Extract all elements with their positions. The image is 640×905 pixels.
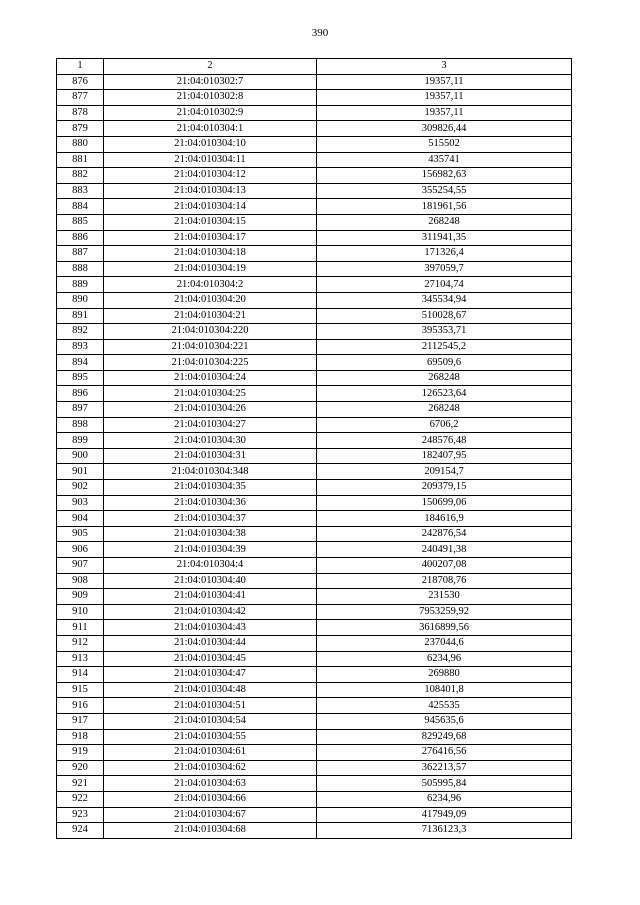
cadastral-number-cell: 21:04:010304:4 (104, 558, 317, 574)
value-cell: 7136123,3 (317, 823, 572, 839)
cadastral-number-cell: 21:04:010304:42 (104, 604, 317, 620)
table-row (57, 651, 572, 667)
row-number-cell: 891 (57, 308, 104, 324)
table-row (57, 573, 572, 589)
cadastral-number-cell: 21:04:010304:39 (104, 542, 317, 558)
row-number-cell: 880 (57, 136, 104, 152)
row-number-cell: 917 (57, 713, 104, 729)
cadastral-number-cell: 21:04:010304:30 (104, 433, 317, 449)
table-row (57, 417, 572, 433)
cadastral-number-cell: 21:04:010304:27 (104, 417, 317, 433)
value-cell: 209379,15 (317, 480, 572, 496)
cadastral-number-cell: 21:04:010304:11 (104, 152, 317, 168)
row-number-cell: 912 (57, 635, 104, 651)
table-row (57, 277, 572, 293)
cadastral-number-cell: 21:04:010304:348 (104, 464, 317, 480)
table-row (57, 105, 572, 121)
table-row (57, 74, 572, 90)
cadastral-number-cell: 21:04:010304:2 (104, 277, 317, 293)
cadastral-number-cell: 21:04:010304:31 (104, 448, 317, 464)
table-row (57, 168, 572, 184)
cadastral-number-cell: 21:04:010302:9 (104, 105, 317, 121)
cadastral-number-cell: 21:04:010304:45 (104, 651, 317, 667)
row-number-cell: 878 (57, 105, 104, 121)
value-cell: 435741 (317, 152, 572, 168)
value-cell: 218708,76 (317, 573, 572, 589)
cadastral-number-cell: 21:04:010304:55 (104, 729, 317, 745)
row-number-cell: 901 (57, 464, 104, 480)
value-cell: 515502 (317, 136, 572, 152)
value-cell: 108401,8 (317, 682, 572, 698)
value-cell: 19357,11 (317, 74, 572, 90)
value-cell: 268248 (317, 214, 572, 230)
table-row (57, 355, 572, 371)
row-number-cell: 895 (57, 370, 104, 386)
table-row (57, 823, 572, 839)
row-number-cell: 911 (57, 620, 104, 636)
table-row (57, 807, 572, 823)
cadastral-number-cell: 21:04:010304:21 (104, 308, 317, 324)
table-row (57, 667, 572, 683)
cadastral-number-cell: 21:04:010304:17 (104, 230, 317, 246)
row-number-cell: 904 (57, 511, 104, 527)
cadastral-number-cell: 21:04:010304:19 (104, 261, 317, 277)
value-cell: 269880 (317, 667, 572, 683)
row-number-cell: 915 (57, 682, 104, 698)
row-number-cell: 898 (57, 417, 104, 433)
row-number-cell: 913 (57, 651, 104, 667)
row-number-cell: 894 (57, 355, 104, 371)
value-cell: 19357,11 (317, 105, 572, 121)
value-cell: 417949,09 (317, 807, 572, 823)
row-number-cell: 887 (57, 246, 104, 262)
value-cell: 184616,9 (317, 511, 572, 527)
row-number-cell: 885 (57, 214, 104, 230)
row-number-cell: 916 (57, 698, 104, 714)
row-number-cell: 881 (57, 152, 104, 168)
value-cell: 355254,55 (317, 183, 572, 199)
table-row (57, 183, 572, 199)
row-number-cell: 900 (57, 448, 104, 464)
table-row (57, 402, 572, 418)
value-cell: 209154,7 (317, 464, 572, 480)
cadastral-number-cell: 21:04:010304:37 (104, 511, 317, 527)
row-number-cell: 921 (57, 776, 104, 792)
value-cell: 505995,84 (317, 776, 572, 792)
cadastral-number-cell: 21:04:010304:68 (104, 823, 317, 839)
table-row (57, 324, 572, 340)
row-number-cell: 919 (57, 745, 104, 761)
table-row (57, 292, 572, 308)
row-number-cell: 924 (57, 823, 104, 839)
table-row (57, 199, 572, 215)
value-cell: 171326,4 (317, 246, 572, 262)
value-cell: 400207,08 (317, 558, 572, 574)
cadastral-number-cell: 21:04:010304:221 (104, 339, 317, 355)
value-cell: 6706,2 (317, 417, 572, 433)
cadastral-number-cell: 21:04:010304:15 (104, 214, 317, 230)
value-cell: 242876,54 (317, 526, 572, 542)
row-number-cell: 897 (57, 402, 104, 418)
page-number: 390 (311, 27, 329, 39)
value-cell: 7953259,92 (317, 604, 572, 620)
row-number-cell: 888 (57, 261, 104, 277)
value-cell: 181961,56 (317, 199, 572, 215)
row-number-cell: 882 (57, 168, 104, 184)
cadastral-number-cell: 21:04:010304:67 (104, 807, 317, 823)
cadastral-number-cell: 21:04:010304:61 (104, 745, 317, 761)
table-row (57, 214, 572, 230)
table-row (57, 152, 572, 168)
row-number-cell: 899 (57, 433, 104, 449)
value-cell: 510028,67 (317, 308, 572, 324)
value-cell: 397059,7 (317, 261, 572, 277)
value-cell: 362213,57 (317, 760, 572, 776)
row-number-cell: 892 (57, 324, 104, 340)
value-cell: 268248 (317, 402, 572, 418)
table-row (57, 480, 572, 496)
value-cell: 6234,96 (317, 651, 572, 667)
value-cell: 268248 (317, 370, 572, 386)
cadastral-number-cell: 21:04:010304:40 (104, 573, 317, 589)
table-row (57, 558, 572, 574)
table-body (57, 74, 572, 838)
table-row (57, 121, 572, 137)
row-number-cell: 905 (57, 526, 104, 542)
cadastral-number-cell: 21:04:010304:13 (104, 183, 317, 199)
cadastral-number-cell: 21:04:010304:24 (104, 370, 317, 386)
value-cell: 231530 (317, 589, 572, 605)
cadastral-number-cell: 21:04:010304:51 (104, 698, 317, 714)
table-row (57, 370, 572, 386)
row-number-cell: 909 (57, 589, 104, 605)
table-row (57, 542, 572, 558)
table-row (57, 495, 572, 511)
value-cell: 2112545,2 (317, 339, 572, 355)
table-row (57, 230, 572, 246)
row-number-cell: 910 (57, 604, 104, 620)
row-number-cell: 883 (57, 183, 104, 199)
cadastral-number-cell: 21:04:010304:25 (104, 386, 317, 402)
cadastral-number-cell: 21:04:010304:54 (104, 713, 317, 729)
table-row (57, 589, 572, 605)
value-cell: 309826,44 (317, 121, 572, 137)
value-cell: 27104,74 (317, 277, 572, 293)
cadastral-number-cell: 21:04:010304:66 (104, 791, 317, 807)
cadastral-number-cell: 21:04:010304:63 (104, 776, 317, 792)
cadastral-number-cell: 21:04:010304:1 (104, 121, 317, 137)
row-number-cell: 889 (57, 277, 104, 293)
cadastral-number-cell: 21:04:010304:18 (104, 246, 317, 262)
row-number-cell: 890 (57, 292, 104, 308)
column-header-1: 1 (57, 59, 104, 75)
cadastral-number-cell: 21:04:010304:41 (104, 589, 317, 605)
table-row (57, 745, 572, 761)
value-cell: 237044,6 (317, 635, 572, 651)
row-number-cell: 902 (57, 480, 104, 496)
row-number-cell: 923 (57, 807, 104, 823)
cadastral-number-cell: 21:04:010304:36 (104, 495, 317, 511)
value-cell: 276416,56 (317, 745, 572, 761)
table-row (57, 308, 572, 324)
row-number-cell: 896 (57, 386, 104, 402)
table-row (57, 713, 572, 729)
table-row (57, 386, 572, 402)
cadastral-number-cell: 21:04:010304:26 (104, 402, 317, 418)
row-number-cell: 893 (57, 339, 104, 355)
table-row (57, 90, 572, 106)
row-number-cell: 884 (57, 199, 104, 215)
table-row (57, 261, 572, 277)
table-row (57, 682, 572, 698)
cadastral-number-cell: 21:04:010302:7 (104, 74, 317, 90)
value-cell: 126523,64 (317, 386, 572, 402)
cadastral-number-cell: 21:04:010304:48 (104, 682, 317, 698)
row-number-cell: 920 (57, 760, 104, 776)
row-number-cell: 918 (57, 729, 104, 745)
table-row (57, 246, 572, 262)
value-cell: 248576,48 (317, 433, 572, 449)
table-row (57, 433, 572, 449)
row-number-cell: 914 (57, 667, 104, 683)
row-number-cell: 877 (57, 90, 104, 106)
table-row (57, 729, 572, 745)
row-number-cell: 922 (57, 791, 104, 807)
cadastral-number-cell: 21:04:010304:10 (104, 136, 317, 152)
column-header-3: 3 (317, 59, 572, 75)
table-row (57, 776, 572, 792)
cadastral-number-cell: 21:04:010304:62 (104, 760, 317, 776)
value-cell: 150699,06 (317, 495, 572, 511)
cadastral-number-cell: 21:04:010304:225 (104, 355, 317, 371)
value-cell: 156982,63 (317, 168, 572, 184)
table-row (57, 511, 572, 527)
table-row (57, 526, 572, 542)
table-header-row (57, 59, 572, 75)
cadastral-number-cell: 21:04:010302:8 (104, 90, 317, 106)
row-number-cell: 907 (57, 558, 104, 574)
value-cell: 3616899,56 (317, 620, 572, 636)
table-row (57, 760, 572, 776)
row-number-cell: 908 (57, 573, 104, 589)
value-cell: 182407,95 (317, 448, 572, 464)
cadastral-number-cell: 21:04:010304:12 (104, 168, 317, 184)
row-number-cell: 906 (57, 542, 104, 558)
value-cell: 6234,96 (317, 791, 572, 807)
value-cell: 395353,71 (317, 324, 572, 340)
row-number-cell: 879 (57, 121, 104, 137)
cadastral-number-cell: 21:04:010304:14 (104, 199, 317, 215)
cadastral-number-cell: 21:04:010304:35 (104, 480, 317, 496)
value-cell: 69509,6 (317, 355, 572, 371)
row-number-cell: 876 (57, 74, 104, 90)
cadastral-number-cell: 21:04:010304:38 (104, 526, 317, 542)
table-row (57, 136, 572, 152)
column-header-2: 2 (104, 59, 317, 75)
row-number-cell: 886 (57, 230, 104, 246)
cadastral-number-cell: 21:04:010304:20 (104, 292, 317, 308)
value-cell: 829249,68 (317, 729, 572, 745)
data-table (56, 58, 572, 839)
table-row (57, 464, 572, 480)
table-row (57, 339, 572, 355)
value-cell: 19357,11 (317, 90, 572, 106)
table-row (57, 635, 572, 651)
value-cell: 345534,94 (317, 292, 572, 308)
cadastral-number-cell: 21:04:010304:43 (104, 620, 317, 636)
value-cell: 425535 (317, 698, 572, 714)
table-row (57, 698, 572, 714)
value-cell: 311941,35 (317, 230, 572, 246)
cadastral-number-cell: 21:04:010304:44 (104, 635, 317, 651)
row-number-cell: 903 (57, 495, 104, 511)
cadastral-number-cell: 21:04:010304:220 (104, 324, 317, 340)
table-row (57, 604, 572, 620)
table-row (57, 620, 572, 636)
value-cell: 240491,38 (317, 542, 572, 558)
value-cell: 945635,6 (317, 713, 572, 729)
table-row (57, 791, 572, 807)
cadastral-number-cell: 21:04:010304:47 (104, 667, 317, 683)
table-row (57, 448, 572, 464)
